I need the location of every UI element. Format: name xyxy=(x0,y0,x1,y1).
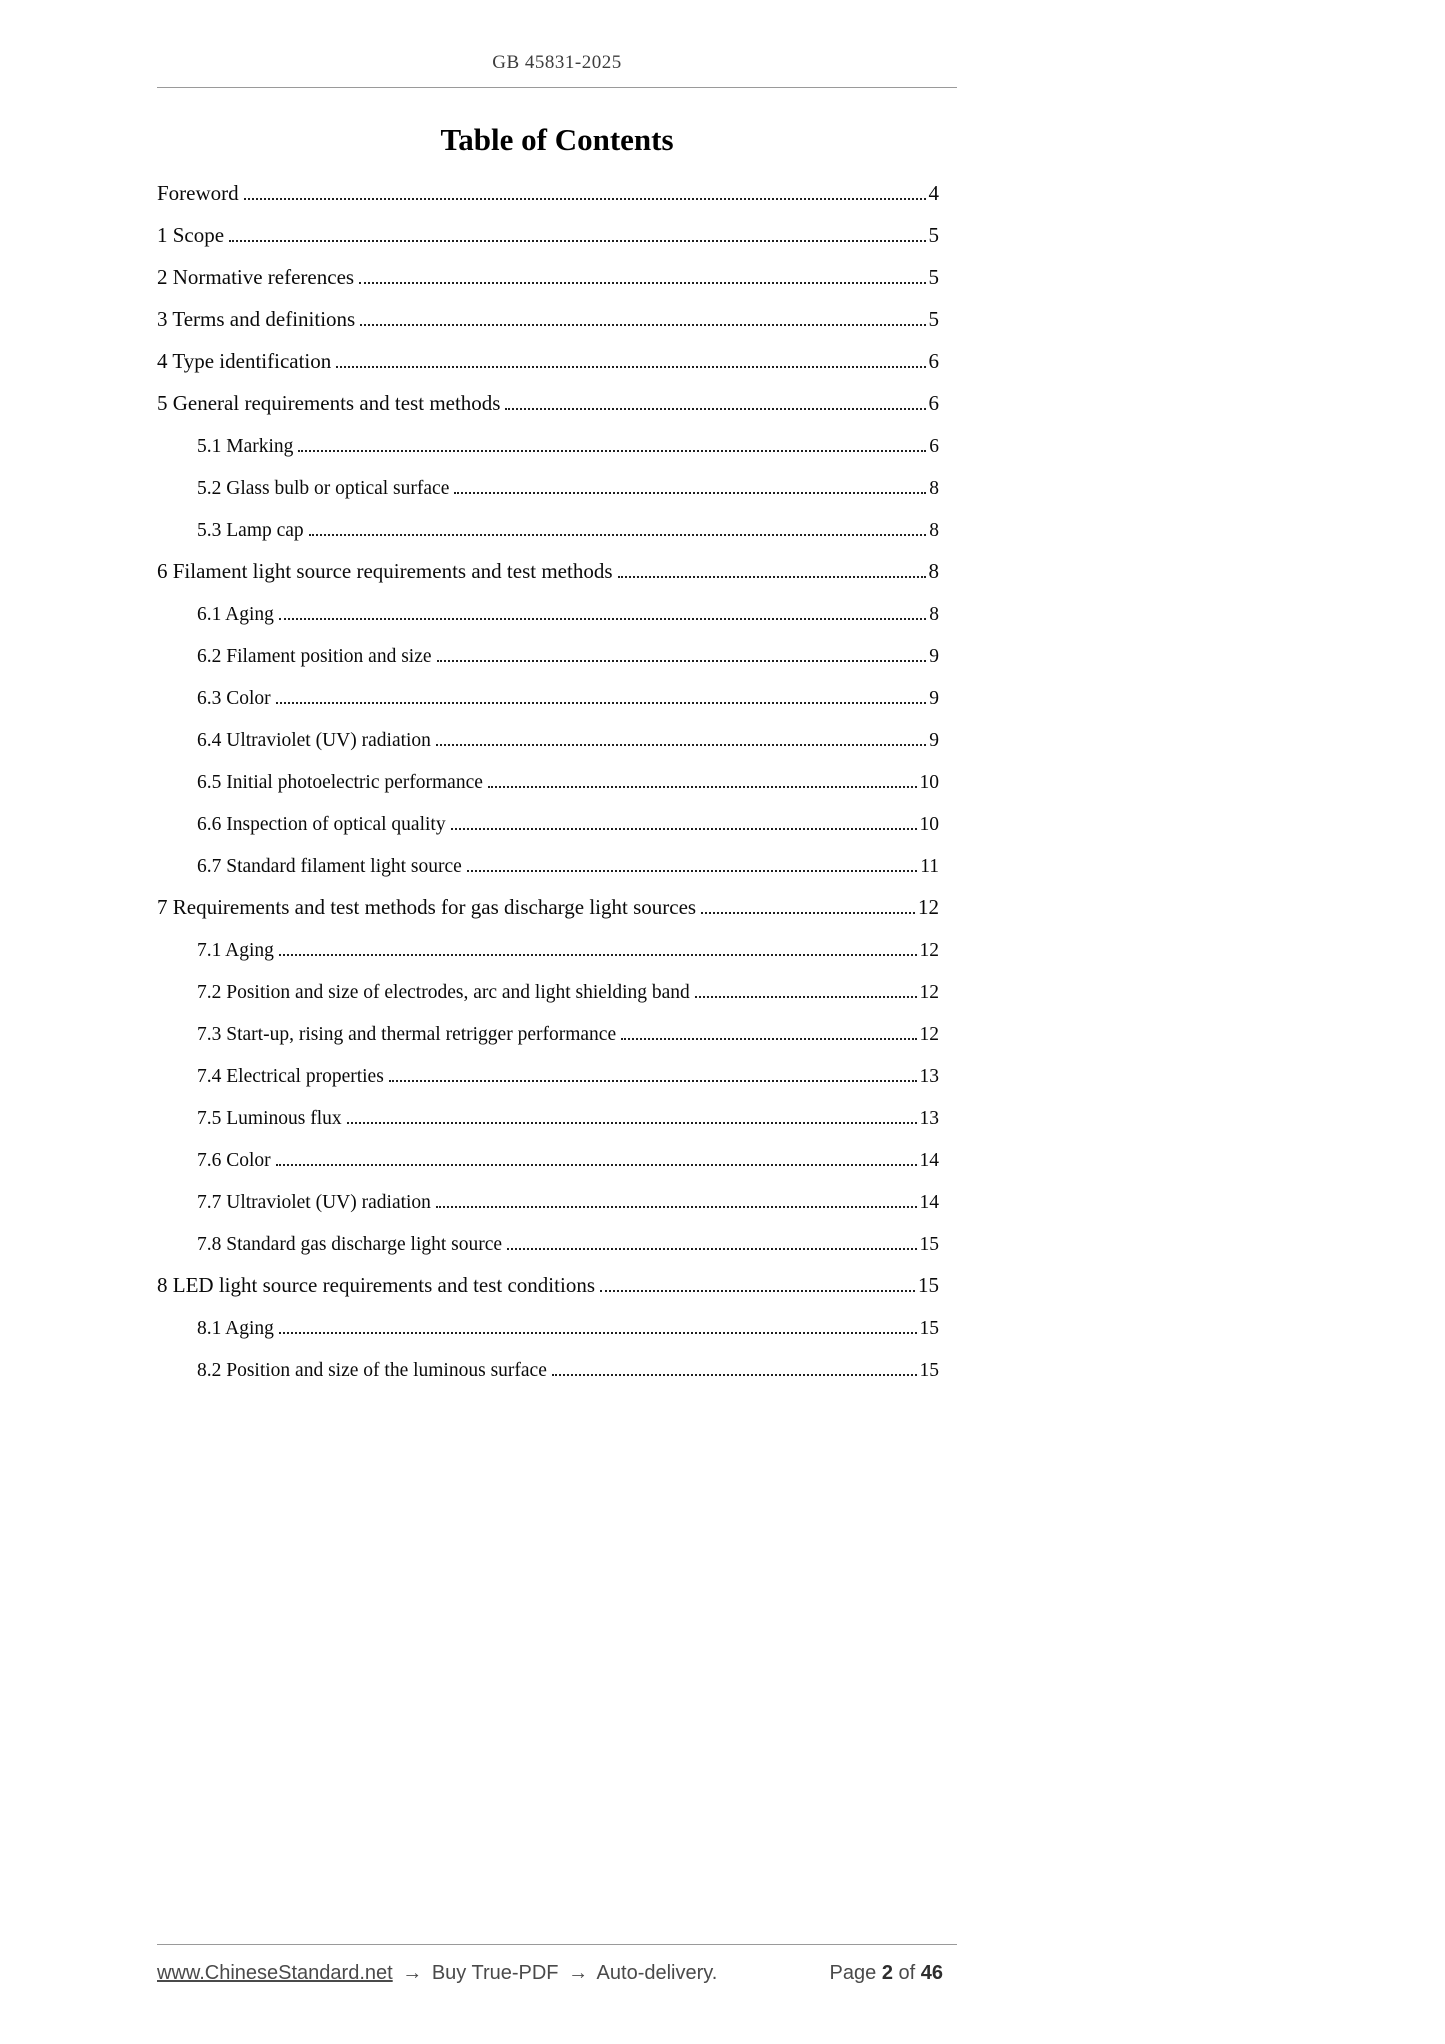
page-indicator-of: of xyxy=(898,1962,916,1984)
toc-leader-dots xyxy=(621,1038,916,1040)
toc-entry[interactable] xyxy=(157,248,957,290)
page-indicator-total: 46 xyxy=(920,1962,943,1984)
toc-entry-page: 14 xyxy=(919,1150,939,1171)
toc-entry-page: 12 xyxy=(919,982,939,1003)
toc-entry-label: 6.2 Filament position and size xyxy=(197,646,432,667)
toc-entry[interactable] xyxy=(157,836,957,878)
toc-entry-page: 15 xyxy=(919,1360,939,1381)
toc-entry-page: 8 xyxy=(929,604,939,625)
toc-entry[interactable] xyxy=(157,542,957,584)
toc-entry-page: 12 xyxy=(918,895,939,919)
toc-leader-dots xyxy=(488,786,917,788)
toc-entry-page: 4 xyxy=(928,181,939,205)
toc-entry-label: 6.3 Color xyxy=(197,688,271,709)
toc-entry-page: 10 xyxy=(919,814,939,835)
toc-entry[interactable] xyxy=(157,206,957,248)
footer-row xyxy=(157,1962,957,1985)
toc-entry-page: 5 xyxy=(928,265,939,289)
page-indicator-current: 2 xyxy=(881,1962,893,1984)
toc-entry[interactable] xyxy=(157,710,957,752)
toc-entry[interactable] xyxy=(157,458,957,500)
toc-entry-label: 5.1 Marking xyxy=(197,436,294,457)
toc-entry-label: 7.3 Start-up, rising and thermal retrigger performance xyxy=(197,1024,617,1045)
toc-entry-label: 7 Requirements and test methods for gas discharge light sources xyxy=(157,895,697,919)
site-link[interactable]: www.ChineseStandard.net xyxy=(157,1962,393,1984)
toc-leader-dots xyxy=(309,534,927,536)
toc-entry[interactable] xyxy=(157,584,957,626)
toc-leader-dots xyxy=(600,1290,915,1292)
toc-entry[interactable] xyxy=(157,332,957,374)
toc-leader-dots xyxy=(695,996,917,998)
toc-entry-label: 3 Terms and definitions xyxy=(157,307,356,331)
toc-leader-dots xyxy=(454,492,926,494)
arrow-icon: → xyxy=(568,1962,589,1984)
toc-entry-page: 15 xyxy=(919,1318,939,1339)
toc-entry[interactable] xyxy=(157,1130,957,1172)
toc-entry-label: 8 LED light source requirements and test conditions xyxy=(157,1273,595,1297)
toc-entry-page: 5 xyxy=(928,223,939,247)
toc-entry-label: 6.1 Aging xyxy=(197,604,274,625)
toc-entry-page: 8 xyxy=(929,520,939,541)
toc-entry-label: 1 Scope xyxy=(157,223,225,247)
page-content xyxy=(157,0,957,1382)
toc-entry[interactable] xyxy=(157,962,957,1004)
toc-leader-dots xyxy=(347,1122,917,1124)
toc-entry[interactable] xyxy=(157,752,957,794)
toc-entry-page: 10 xyxy=(919,772,939,793)
toc-leader-dots xyxy=(451,828,917,830)
toc-entry-label: 7.4 Electrical properties xyxy=(197,1066,384,1087)
toc-entry-label: 7.1 Aging xyxy=(197,940,274,961)
toc-leader-dots xyxy=(701,912,915,914)
toc-leader-dots xyxy=(279,618,926,620)
toc-entry-page: 12 xyxy=(919,940,939,961)
toc-entry-page: 15 xyxy=(919,1234,939,1255)
toc-entry-label: 4 Type identification xyxy=(157,349,332,373)
toc-entry-label: 7.7 Ultraviolet (UV) radiation xyxy=(197,1192,431,1213)
header-divider xyxy=(157,87,957,88)
toc-entry-page: 12 xyxy=(919,1024,939,1045)
footer-delivery-text: Auto-delivery. xyxy=(596,1962,718,1984)
toc-entry-page: 11 xyxy=(920,856,939,877)
toc-entry[interactable] xyxy=(157,794,957,836)
toc-leader-dots xyxy=(436,1206,917,1208)
arrow-icon: → xyxy=(402,1962,423,1984)
footer-promo xyxy=(157,1962,717,1985)
toc-entry-label: 7.5 Luminous flux xyxy=(197,1108,342,1129)
toc-entry[interactable] xyxy=(157,374,957,416)
page-indicator xyxy=(830,1962,943,1985)
toc-entry-label: 6.7 Standard filament light source xyxy=(197,856,462,877)
toc-leader-dots xyxy=(507,1248,916,1250)
toc-entry[interactable] xyxy=(157,1088,957,1130)
toc-entry-label: 7.6 Color xyxy=(197,1150,271,1171)
toc-entry-label: 5.3 Lamp cap xyxy=(197,520,304,541)
toc-entry[interactable] xyxy=(157,416,957,458)
toc-entry[interactable] xyxy=(157,1298,957,1340)
toc-entry[interactable] xyxy=(157,878,957,920)
toc-leader-dots xyxy=(359,282,925,284)
toc-entry[interactable] xyxy=(157,668,957,710)
toc-entry-label: 2 Normative references xyxy=(157,265,355,289)
toc-leader-dots xyxy=(505,408,925,410)
table-of-contents xyxy=(157,164,957,1382)
toc-entry-label: 5 General requirements and test methods xyxy=(157,391,501,415)
toc-leader-dots xyxy=(552,1374,917,1376)
toc-leader-dots xyxy=(389,1080,917,1082)
toc-entry-label: 6 Filament light source requirements and test methods xyxy=(157,559,613,583)
toc-entry-label: 7.8 Standard gas discharge light source xyxy=(197,1234,503,1255)
toc-leader-dots xyxy=(244,198,926,200)
toc-leader-dots xyxy=(336,366,925,368)
toc-entry-page: 9 xyxy=(929,730,939,751)
toc-leader-dots xyxy=(467,870,917,872)
toc-entry-label: 6.5 Initial photoelectric performance xyxy=(197,772,483,793)
toc-entry[interactable] xyxy=(157,626,957,668)
toc-entry-page: 9 xyxy=(929,688,939,709)
toc-entry[interactable] xyxy=(157,164,957,206)
toc-entry-label: 5.2 Glass bulb or optical surface xyxy=(197,478,450,499)
document-header xyxy=(157,0,957,88)
toc-entry[interactable] xyxy=(157,1172,957,1214)
toc-entry[interactable] xyxy=(157,1256,957,1298)
page-indicator-label: Page xyxy=(829,1962,877,1984)
toc-leader-dots xyxy=(436,744,926,746)
toc-entry-page: 13 xyxy=(919,1066,939,1087)
document-footer xyxy=(157,1944,957,1985)
footer-buy-text: Buy True-PDF xyxy=(431,1962,559,1984)
toc-entry[interactable] xyxy=(157,1340,957,1382)
toc-leader-dots xyxy=(437,660,927,662)
toc-leader-dots xyxy=(618,576,926,578)
toc-entry-page: 14 xyxy=(919,1192,939,1213)
toc-entry-page: 9 xyxy=(929,646,939,667)
toc-entry-label: 8.2 Position and size of the luminous surface xyxy=(197,1360,547,1381)
toc-leader-dots xyxy=(279,1332,917,1334)
document-code: GB 45831-2025 xyxy=(492,52,622,73)
toc-entry-page: 15 xyxy=(918,1273,939,1297)
toc-entry-page: 6 xyxy=(928,391,939,415)
toc-leader-dots xyxy=(229,240,925,242)
toc-entry-page: 8 xyxy=(928,559,939,583)
toc-entry-label: 8.1 Aging xyxy=(197,1318,274,1339)
toc-entry[interactable] xyxy=(157,920,957,962)
toc-entry[interactable] xyxy=(157,500,957,542)
toc-leader-dots xyxy=(276,1164,917,1166)
toc-leader-dots xyxy=(360,324,925,326)
toc-entry-page: 8 xyxy=(929,478,939,499)
toc-entry[interactable] xyxy=(157,1004,957,1046)
toc-entry-label: 7.2 Position and size of electrodes, arc and light shielding band xyxy=(197,982,690,1003)
footer-divider xyxy=(157,1944,957,1945)
toc-entry-label: Foreword xyxy=(157,181,239,205)
page-title: Table of Contents xyxy=(440,122,674,157)
toc-leader-dots xyxy=(298,450,926,452)
toc-entry-page: 6 xyxy=(928,349,939,373)
toc-entry-label: 6.6 Inspection of optical quality xyxy=(197,814,446,835)
toc-entry[interactable] xyxy=(157,290,957,332)
toc-entry-label: 6.4 Ultraviolet (UV) radiation xyxy=(197,730,431,751)
toc-leader-dots xyxy=(279,954,917,956)
toc-entry[interactable] xyxy=(157,1214,957,1256)
toc-entry-page: 13 xyxy=(919,1108,939,1129)
toc-leader-dots xyxy=(276,702,927,704)
toc-entry[interactable] xyxy=(157,1046,957,1088)
toc-entry-page: 5 xyxy=(928,307,939,331)
toc-entry-page: 6 xyxy=(929,436,939,457)
